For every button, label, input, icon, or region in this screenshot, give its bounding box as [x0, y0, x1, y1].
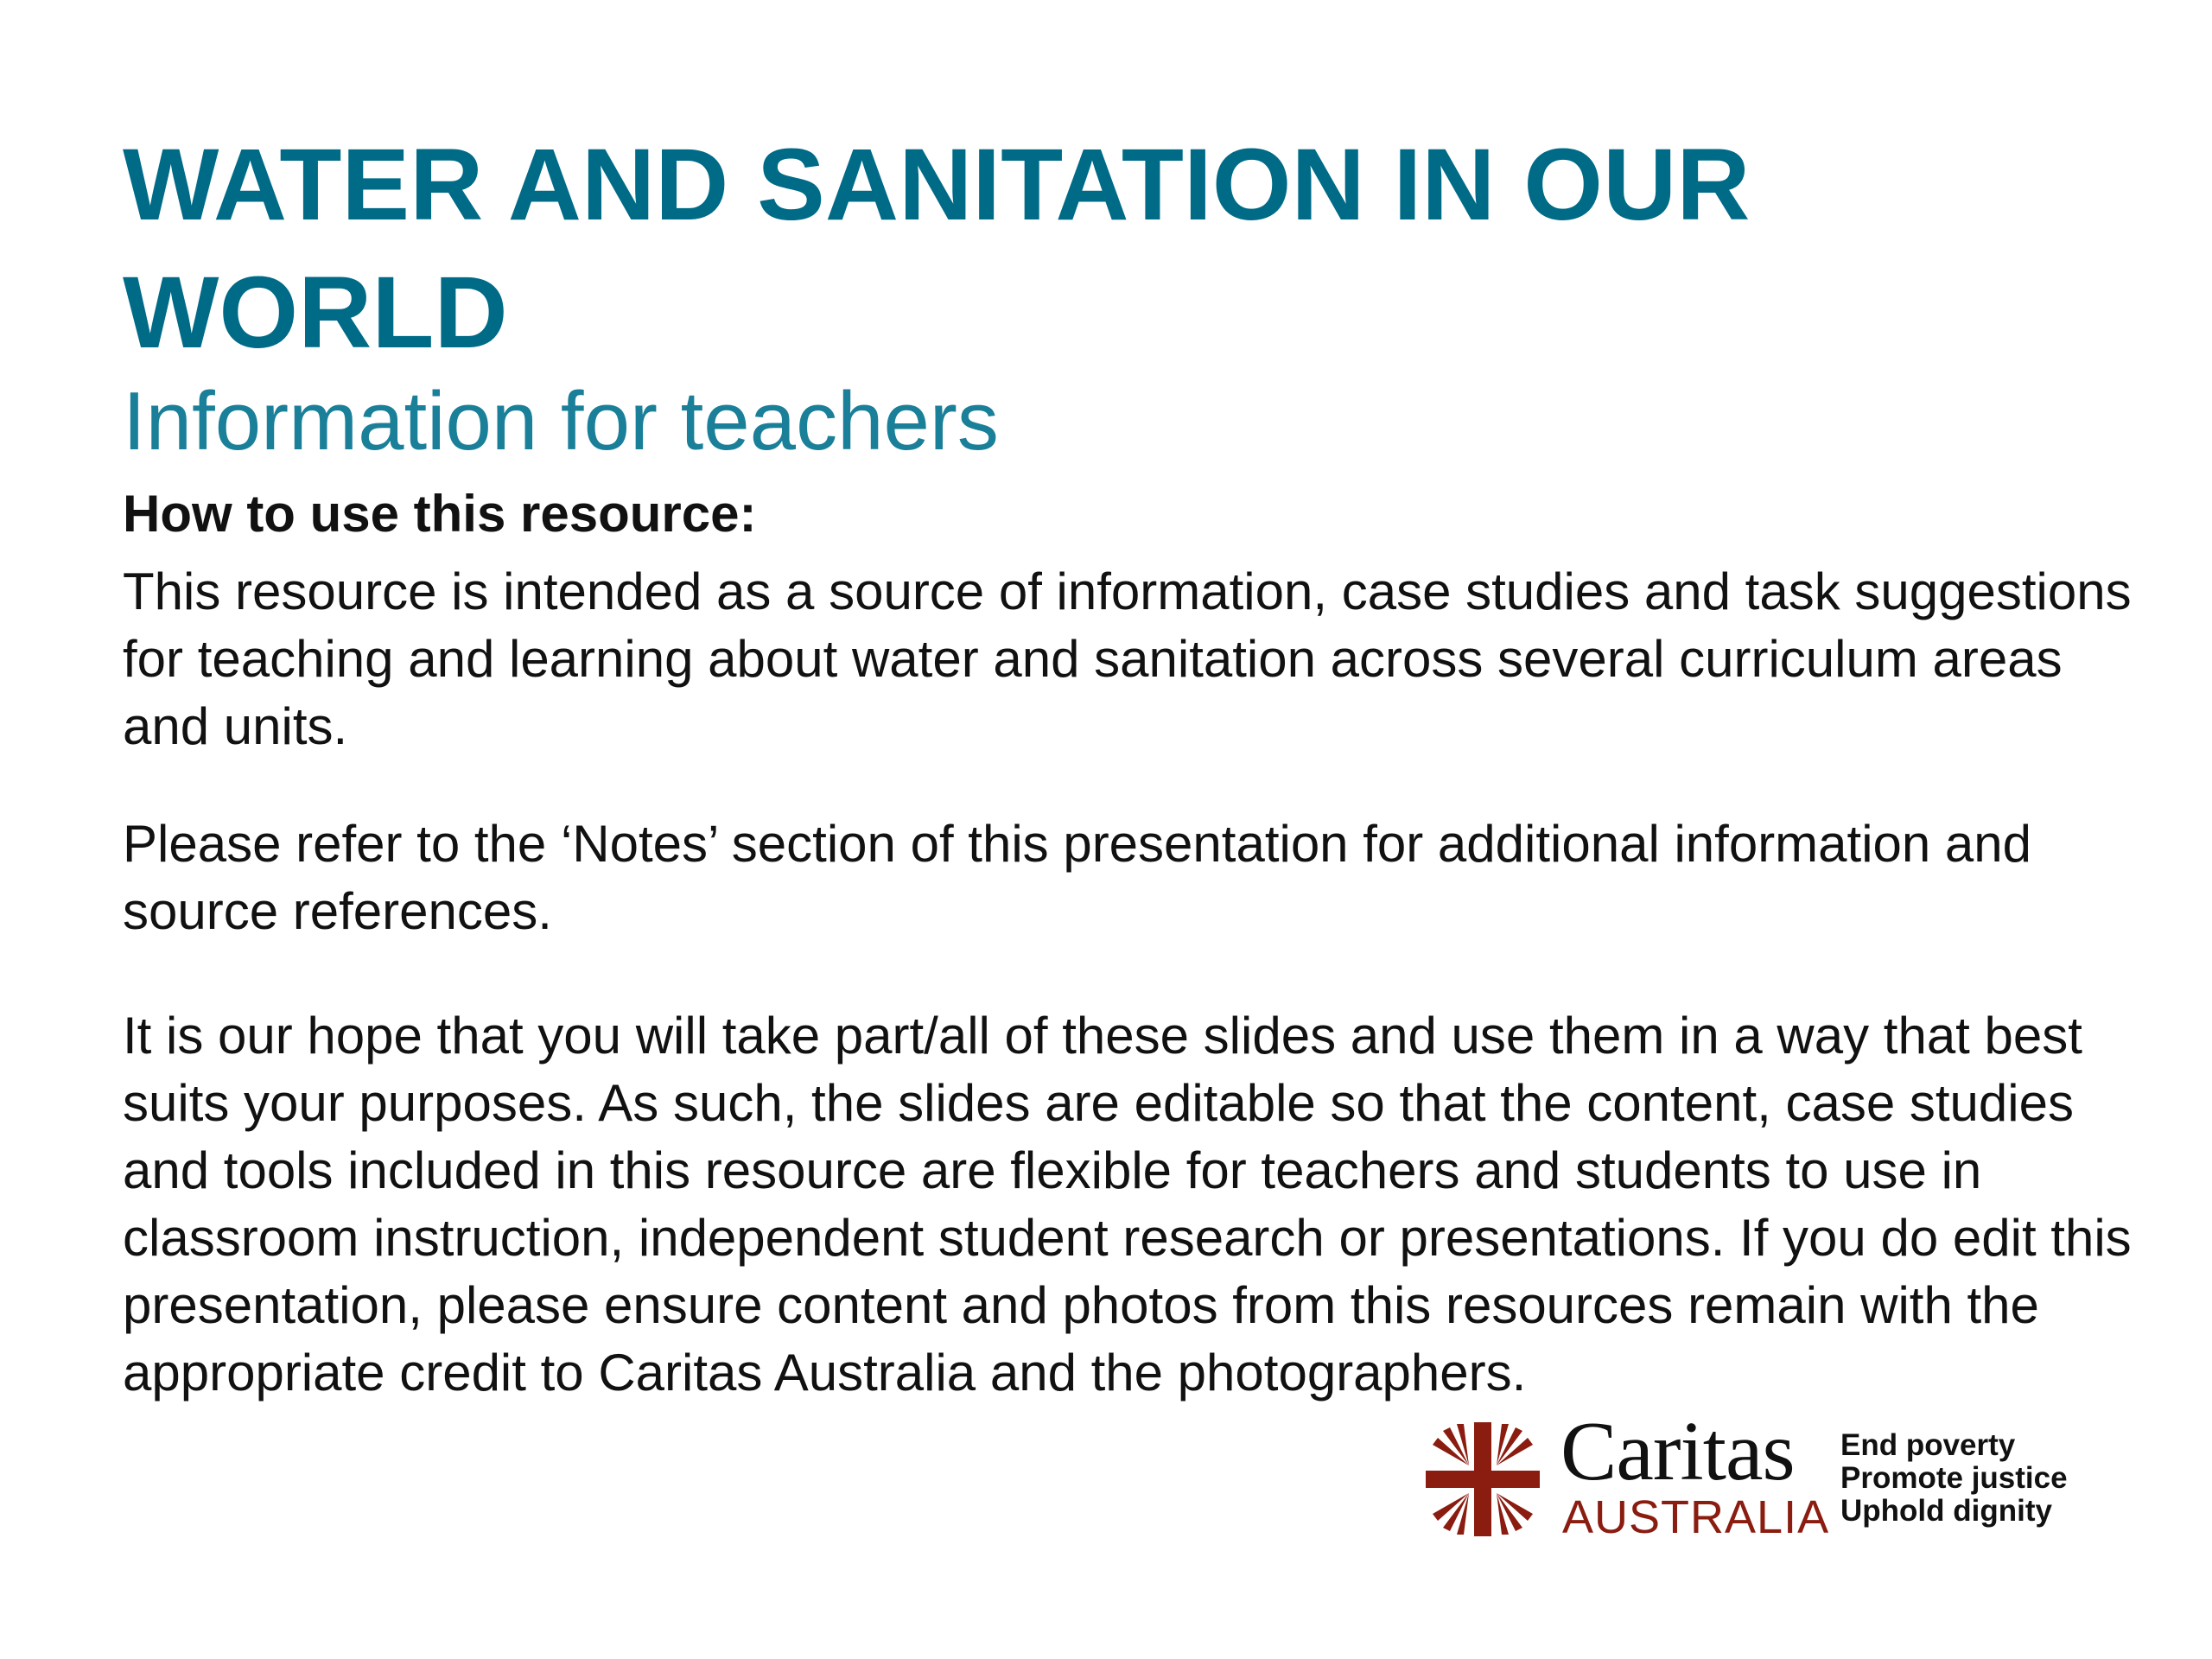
logo-country: AUSTRALIA [1562, 1491, 1830, 1543]
logo-wordmark: Caritas [1560, 1405, 1795, 1498]
paragraph-usage: It is our hope that you will take part/all of these slides and use them in a way that best suits your purposes. As such, the slides are editable so that the content, case studies and tools included in this resource are flexible for teachers and students to use in classroom instruction, independent student research or presentations. If you do edit this presentation, please ensure content and photos from this resources remain with the appropriate credit to Caritas Australia and the photographers. [123, 1007, 2132, 1402]
section-heading: How to use this resource: [123, 485, 757, 543]
caritas-flame-cross-icon [1426, 1422, 1540, 1536]
caritas-logo [1426, 1405, 2100, 1555]
tagline-line: End poverty [1840, 1428, 2016, 1462]
tagline-line: Promote justice [1840, 1461, 2068, 1495]
slide-subtitle: Information for teachers [123, 375, 999, 467]
tagline-line: Uphold dignity [1840, 1494, 2052, 1528]
paragraph-intro: This resource is intended as a source of information, case studies and task suggestions for teaching and learning about water and sanitation across several curriculum areas and units. [123, 563, 2132, 755]
paragraph-notes: Please refer to the ‘Notes’ section of this presentation for additional information and source references. [123, 815, 2032, 940]
logo-tagline [1840, 1429, 2068, 1528]
slide-title: WATER AND SANITATION IN OUR WORLD [123, 128, 1751, 370]
